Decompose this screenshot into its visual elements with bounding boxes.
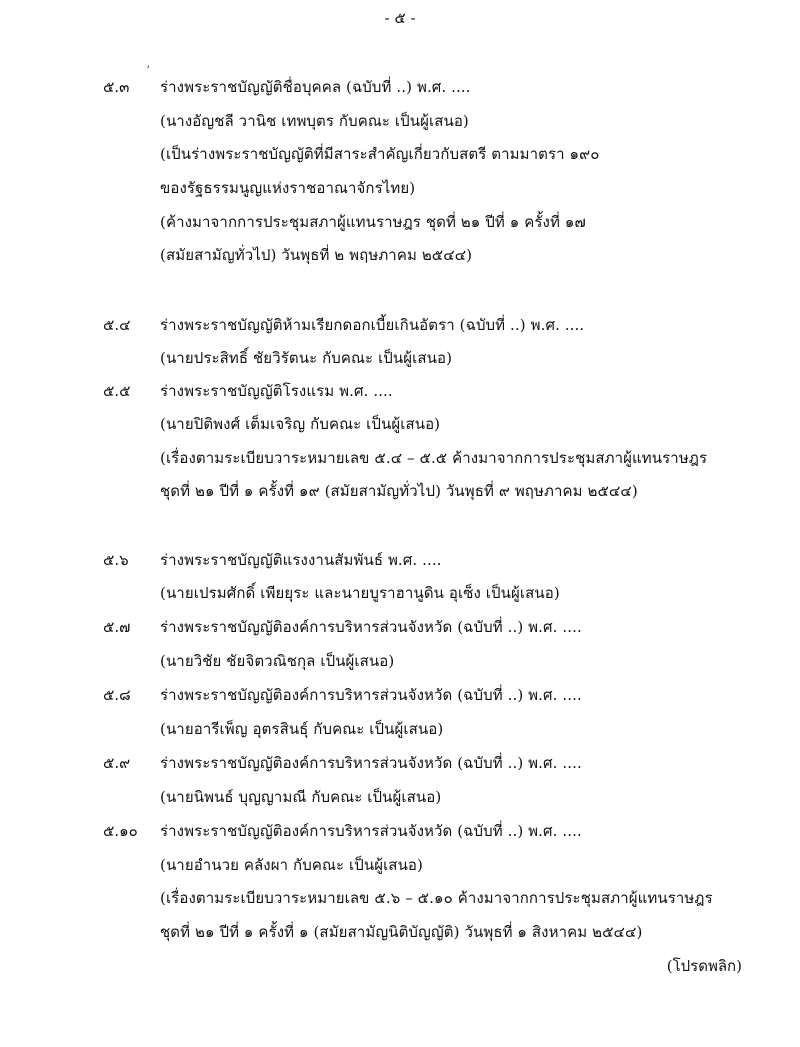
item-title: ร่างพระราชบัญญัติองค์การบริหารส่วนจังหวัด (ฉบับที่ ..) พ.ศ. .... [160, 822, 582, 840]
item-number: ๕.๕ [103, 382, 131, 400]
item-title: ร่างพระราชบัญญัติองค์การบริหารส่วนจังหวัด (ฉบับที่ ..) พ.ศ. .... [160, 618, 582, 636]
item-title: ร่างพระราชบัญญัติห้ามเรียกดอกเบี้ยเกินอัตรา (ฉบับที่ ..) พ.ศ. .... [160, 316, 585, 334]
item-line: (เป็นร่างพระราชบัญญัติที่มีสาระสำคัญเกี่ยวกับสตรี ตามมาตรา ๑๙๐ [160, 145, 600, 163]
item-title: ร่างพระราชบัญญัติโรงแรม พ.ศ. .... [160, 382, 393, 400]
item-number: ๕.๘ [103, 686, 131, 704]
page-number: - ๕ - [384, 9, 416, 27]
item-number: ๕.๑๐ [103, 822, 138, 840]
item-line: (นายอำนวย คลังผา กับคณะ เป็นผู้เสนอ) [160, 856, 423, 874]
item-title: ร่างพระราชบัญญัติองค์การบริหารส่วนจังหวัด (ฉบับที่ ..) พ.ศ. .... [160, 686, 582, 704]
item-title: ร่างพระราชบัญญัติชื่อบุคคล (ฉบับที่ ..) พ.ศ. .... [160, 78, 471, 96]
item-title: ร่างพระราชบัญญัติองค์การบริหารส่วนจังหวัด (ฉบับที่ ..) พ.ศ. .... [160, 754, 582, 772]
item-title: ร่างพระราชบัญญัติแรงงานสัมพันธ์ พ.ศ. .... [160, 551, 442, 569]
item-line: (นางอัญชลี วานิช เทพบุตร กับคณะ เป็นผู้เสนอ) [160, 112, 469, 130]
item-line: (เรื่องตามระเบียบวาระหมายเลข ๕.๔ – ๕.๕ ค้างมาจากการประชุมสภาผู้แทนราษฎร [160, 449, 708, 467]
item-line: (สมัยสามัญทั่วไป) วันพุธที่ ๒ พฤษภาคม ๒๕๔๔) [160, 246, 473, 264]
item-line: ชุดที่ ๒๑ ปีที่ ๑ ครั้งที่ ๑ (สมัยสามัญนิติบัญญัติ) วันพุธที่ ๑ สิงหาคม ๒๕๔๔) [160, 923, 643, 941]
item-line: ชุดที่ ๒๑ ปีที่ ๑ ครั้งที่ ๑๙ (สมัยสามัญทั่วไป) วันพุธที่ ๙ พฤษภาคม ๒๕๔๔) [160, 482, 638, 500]
item-line: (นายอารีเพ็ญ อุตรสินธุ์ กับคณะ เป็นผู้เสนอ) [160, 720, 444, 738]
scan-mark: ʼ [146, 64, 150, 77]
item-line: (นายวิชัย ชัยจิตวณิชกุล เป็นผู้เสนอ) [160, 652, 395, 670]
item-number: ๕.๓ [103, 78, 130, 96]
item-number: ๕.๔ [103, 316, 131, 334]
item-line: (นายเปรมศักดิ์ เพียยุระ และนายบูราฮานูดิน อุเซ็ง เป็นผู้เสนอ) [160, 584, 560, 602]
item-line: (นายปิติพงศ์ เต็มเจริญ กับคณะ เป็นผู้เสนอ) [160, 415, 441, 433]
item-line: ของรัฐธรรมนูญแห่งราชอาณาจักรไทย) [160, 179, 416, 197]
item-number: ๕.๙ [103, 754, 131, 772]
item-number: ๕.๗ [103, 618, 131, 636]
item-line: (ค้างมาจากการประชุมสภาผู้แทนราษฎร ชุดที่ ๒๑ ปีที่ ๑ ครั้งที่ ๑๗ [160, 213, 586, 231]
please-turn-over-note: (โปรดพลิก) [666, 957, 742, 975]
item-line: (นายนิพนธ์ บุญญามณี กับคณะ เป็นผู้เสนอ) [160, 788, 442, 806]
item-line: (นายประสิทธิ์ ชัยวิรัตนะ กับคณะ เป็นผู้เสนอ) [160, 349, 453, 367]
item-number: ๕.๖ [103, 551, 129, 569]
item-line: (เรื่องตามระเบียบวาระหมายเลข ๕.๖ – ๕.๑๐ ค้างมาจากการประชุมสภาผู้แทนราษฎร [160, 889, 713, 907]
